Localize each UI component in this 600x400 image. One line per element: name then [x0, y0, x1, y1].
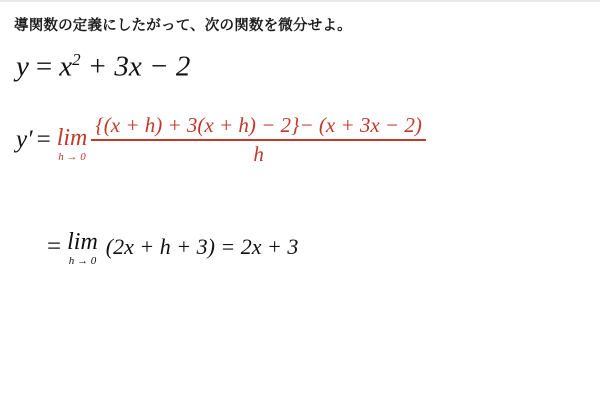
equation-2-fraction [91, 114, 425, 166]
equation-line-3 [47, 228, 298, 265]
equation-2-equals: = [36, 126, 51, 154]
equation-2-lhs: y′ [16, 126, 33, 154]
equation-line-1 [16, 50, 190, 84]
equation-3-limit [67, 230, 98, 267]
equation-2-limit-word: lim [56, 124, 88, 151]
top-divider [0, 0, 600, 2]
equation-2-limit [57, 126, 88, 163]
equation-1-equals: = [35, 50, 53, 83]
equation-2-denominator: h [253, 142, 264, 167]
equation-1-term-base: x [59, 50, 73, 83]
equation-2-limit-subscript: h → 0 [58, 150, 86, 163]
equation-3-limit-subscript: h → 0 [68, 255, 97, 267]
equation-line-2 [16, 114, 426, 166]
equation-3-equals: = [47, 232, 62, 260]
problem-prompt: 導関数の定義にしたがって、次の関数を微分せよ。 [14, 18, 352, 34]
equation-3-body: (2x + h + 3) = 2x + 3 [105, 233, 299, 259]
equation-1-exponent: 2 [72, 50, 81, 69]
equation-1-rest: + 3x − 2 [87, 50, 191, 83]
equation-2-numerator: {(x + h) + 3(x + h) − 2}− (x + 3x − 2) [95, 113, 422, 137]
equation-3-limit-word: lim [67, 229, 98, 255]
equation-1-lhs: y [16, 50, 29, 83]
